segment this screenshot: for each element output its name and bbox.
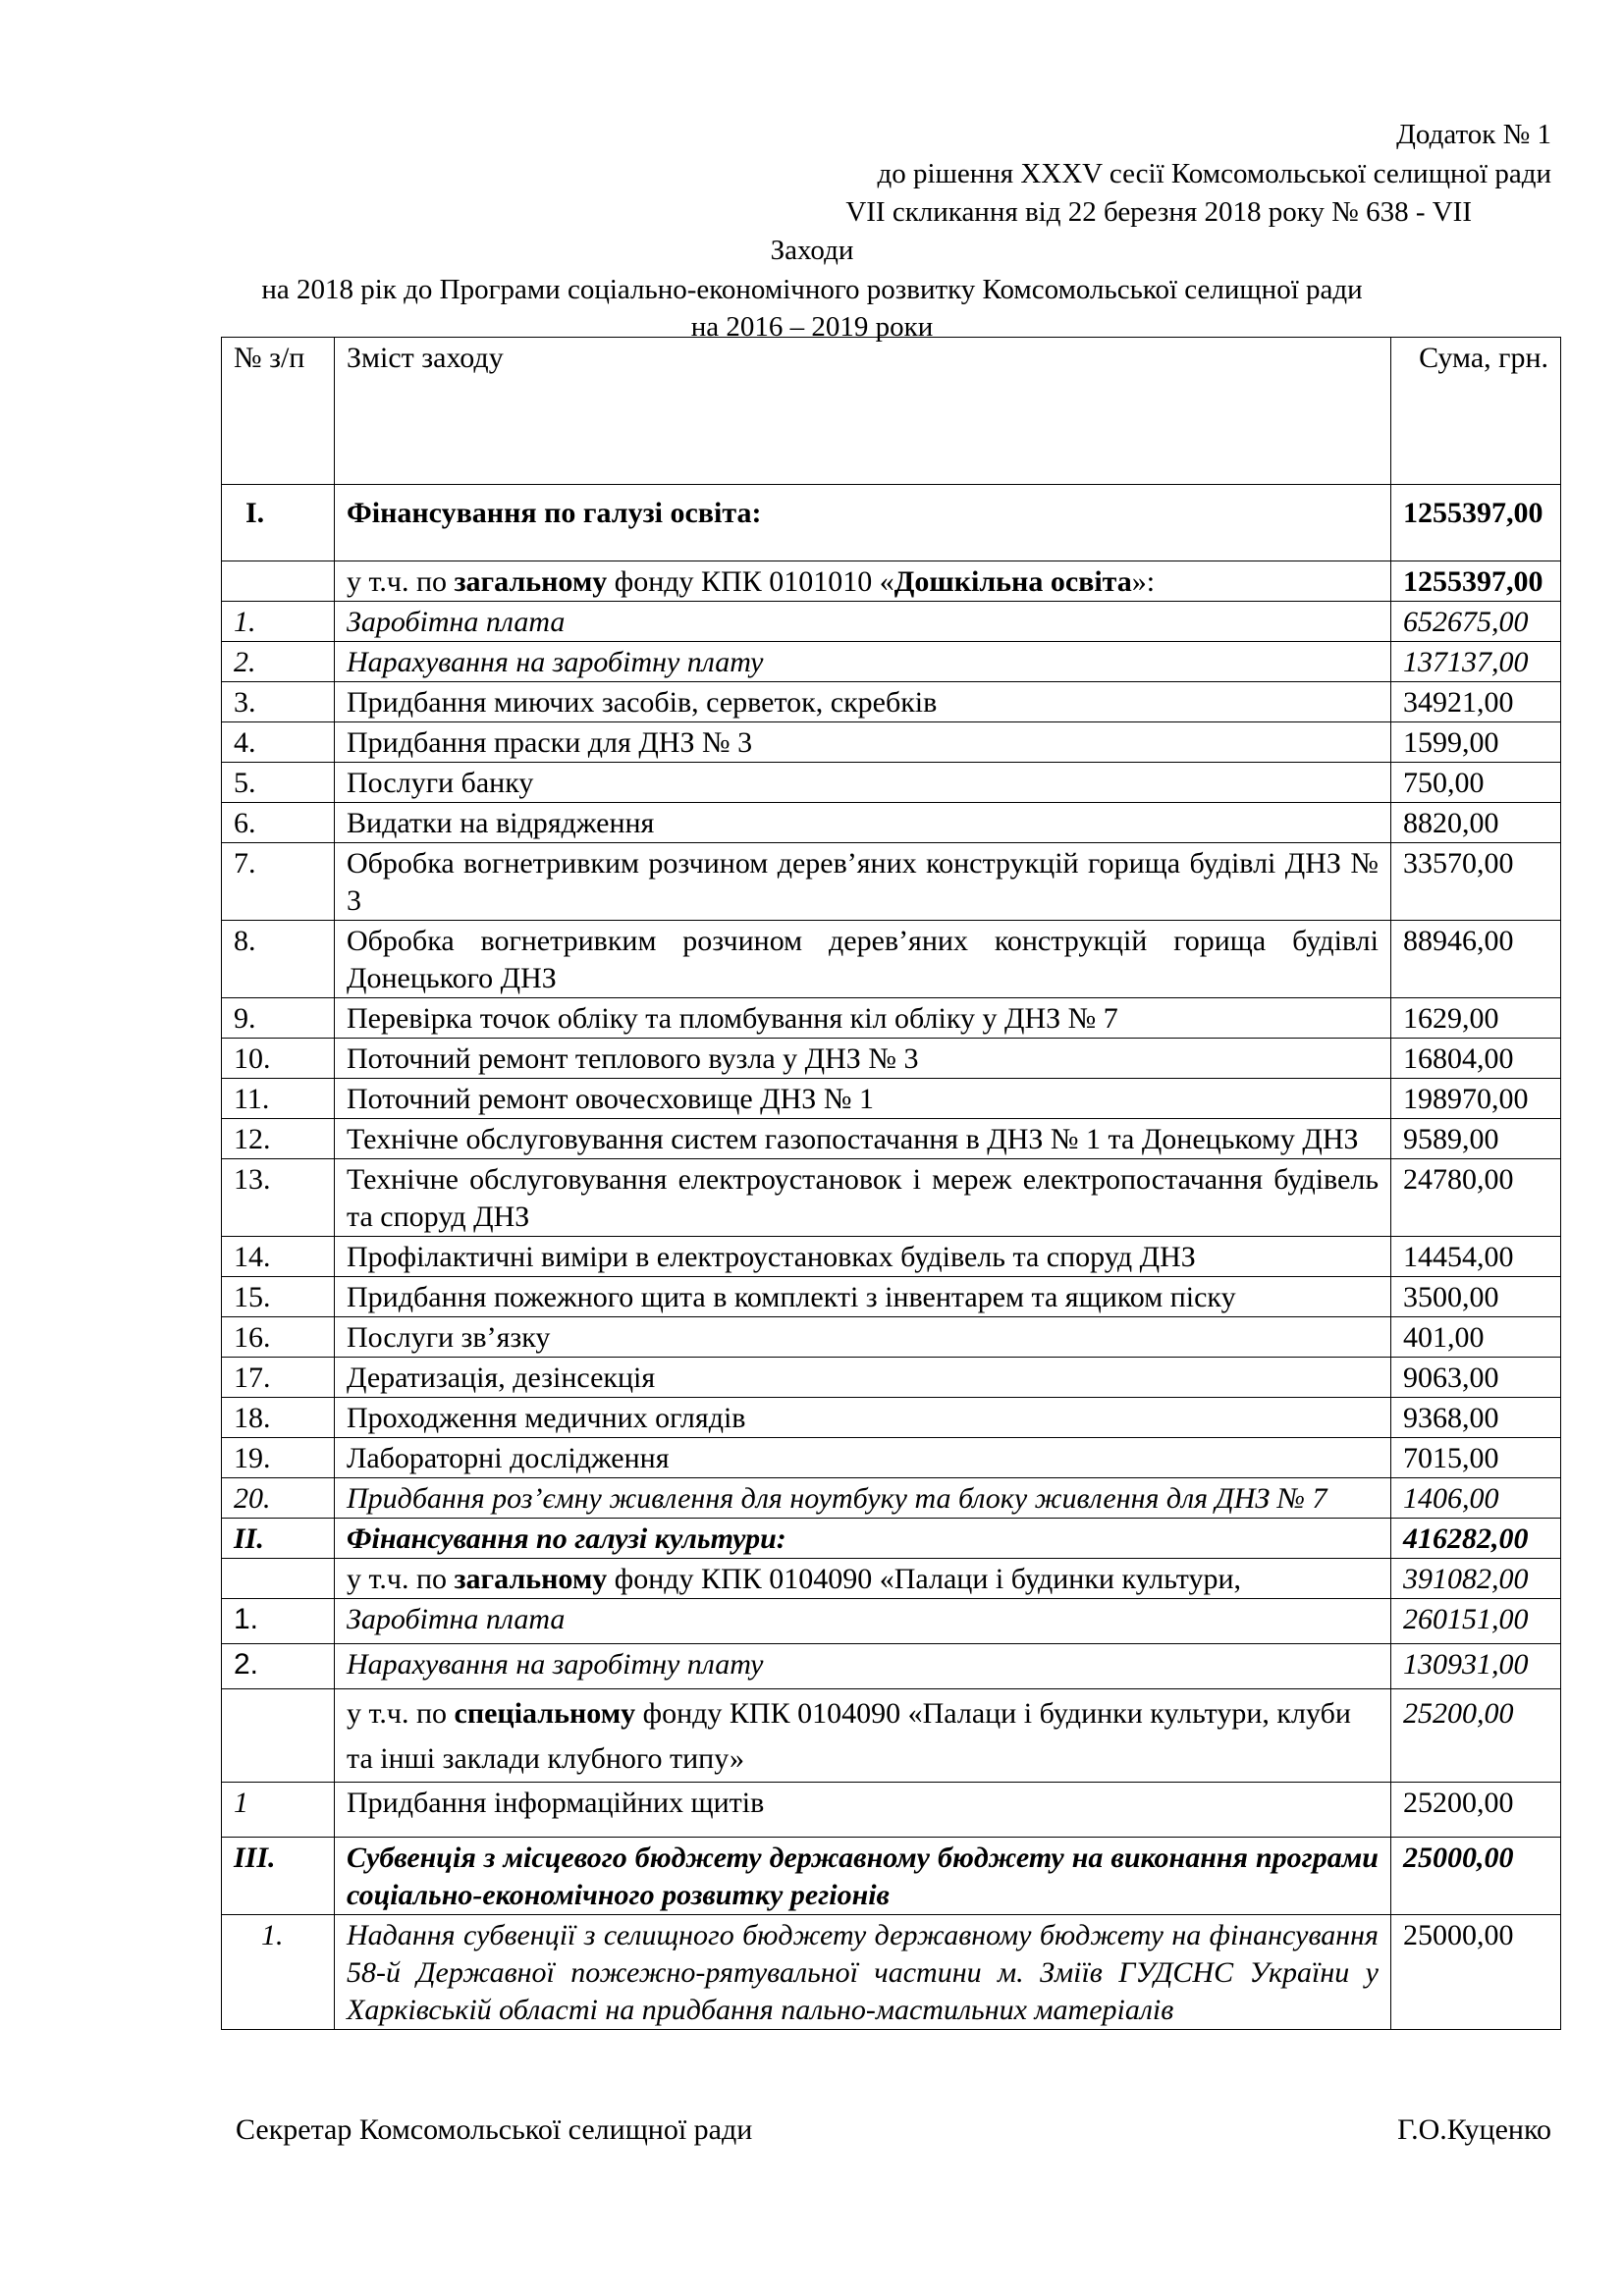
section-num: III. xyxy=(222,1838,335,1915)
section-num: I. xyxy=(222,485,335,561)
fund-description: у т.ч. по загальному фонду КПК 0101010 «Дошкільна освіта»: xyxy=(335,561,1391,602)
section-title: Фінансування по галузі освіта: xyxy=(335,485,1391,561)
row-sum: 9063,00 xyxy=(1391,1358,1561,1398)
table-row xyxy=(222,642,1561,682)
row-sum: 401,00 xyxy=(1391,1317,1561,1358)
row-sum: 16804,00 xyxy=(1391,1039,1561,1079)
fund-row xyxy=(222,1689,1561,1783)
row-sum: 1406,00 xyxy=(1391,1478,1561,1519)
table-row xyxy=(222,1079,1561,1119)
row-content: Поточний ремонт теплового вузла у ДНЗ № 3 xyxy=(335,1039,1391,1079)
section-row xyxy=(222,485,1561,561)
signature-name: Г.О.Куценко xyxy=(1397,2113,1551,2146)
row-num: 17. xyxy=(222,1358,335,1398)
section-title: Фінансування по галузі культури: xyxy=(335,1519,1391,1559)
row-num: 3. xyxy=(222,682,335,722)
row-sum: 198970,00 xyxy=(1391,1079,1561,1119)
row-sum: 33570,00 xyxy=(1391,843,1561,921)
fund-row xyxy=(222,561,1561,602)
table-row xyxy=(222,1478,1561,1519)
section-row xyxy=(222,1838,1561,1915)
row-content: Обробка вогнетривким розчином дерев’яних конструкцій горища будівлі ДНЗ № 3 xyxy=(335,843,1391,921)
row-content: Технічне обслуговування систем газопостачання в ДНЗ № 1 та Донецькому ДНЗ xyxy=(335,1119,1391,1159)
table-row xyxy=(222,803,1561,843)
table-row xyxy=(222,1599,1561,1644)
fund-description: у т.ч. по спеціальному фонду КПК 0104090 «Палаци і будинки культури, клуби та інші заклади клубного типу» xyxy=(335,1689,1391,1783)
header-num: № з/п xyxy=(222,338,335,485)
table-row xyxy=(222,602,1561,642)
row-num: 8. xyxy=(222,921,335,998)
section-sum: 1255397,00 xyxy=(1391,485,1561,561)
row-num: 13. xyxy=(222,1159,335,1237)
row-sum: 88946,00 xyxy=(1391,921,1561,998)
table-row xyxy=(222,921,1561,998)
row-num: 10. xyxy=(222,1039,335,1079)
row-num: 18. xyxy=(222,1398,335,1438)
row-num: 1 xyxy=(222,1783,335,1838)
row-num: 15. xyxy=(222,1277,335,1317)
header-content: Зміст заходу xyxy=(335,338,1391,485)
row-num: 12. xyxy=(222,1119,335,1159)
row-sum: 34921,00 xyxy=(1391,682,1561,722)
fund-sum: 391082,00 xyxy=(1391,1559,1561,1599)
row-num: 4. xyxy=(222,722,335,763)
row-sum: 9589,00 xyxy=(1391,1119,1561,1159)
row-num: 16. xyxy=(222,1317,335,1358)
document-title: Заходи xyxy=(770,235,854,266)
row-sum: 7015,00 xyxy=(1391,1438,1561,1478)
row-content: Дератизація, дезінсекція xyxy=(335,1358,1391,1398)
table-row xyxy=(222,1039,1561,1079)
row-content: Заробітна плата xyxy=(335,1599,1391,1644)
section-title: Субвенція з місцевого бюджету державному бюджету на виконання програми соціально-економічного розвитку регіонів xyxy=(335,1838,1391,1915)
header-sum: Сума, грн. xyxy=(1391,338,1561,485)
table-row xyxy=(222,682,1561,722)
row-content: Нарахування на заробітну плату xyxy=(335,642,1391,682)
row-sum: 130931,00 xyxy=(1391,1644,1561,1689)
row-content: Поточний ремонт овочесховище ДНЗ № 1 xyxy=(335,1079,1391,1119)
row-content: Послуги зв’язку xyxy=(335,1317,1391,1358)
signature-position: Секретар Комсомольської селищної ради xyxy=(236,2113,753,2146)
row-content: Перевірка точок обліку та пломбування кіл обліку у ДНЗ № 7 xyxy=(335,998,1391,1039)
table-row xyxy=(222,1237,1561,1277)
fund-description: у т.ч. по загальному фонду КПК 0104090 «Палаци і будинки культури, xyxy=(335,1559,1391,1599)
row-sum: 652675,00 xyxy=(1391,602,1561,642)
row-content: Надання субвенції з селищного бюджету державному бюджету на фінансування 58-й Державної пожежно-рятувальної частини м. Зміїв ГУДСНС України у Харківській області на придбання пально-мастильних матеріалів xyxy=(335,1915,1391,2030)
row-sum: 1629,00 xyxy=(1391,998,1561,1039)
row-num: 1. xyxy=(222,1915,335,2030)
row-content: Профілактичні виміри в електроустановках будівель та споруд ДНЗ xyxy=(335,1237,1391,1277)
fund-num xyxy=(222,1559,335,1599)
table-row xyxy=(222,763,1561,803)
row-num: 1. xyxy=(222,1599,335,1644)
fund-row xyxy=(222,1559,1561,1599)
section-sum: 25000,00 xyxy=(1391,1838,1561,1915)
table-row xyxy=(222,998,1561,1039)
row-num: 5. xyxy=(222,763,335,803)
row-content: Лабораторні дослідження xyxy=(335,1438,1391,1478)
row-content: Придбання праски для ДНЗ № 3 xyxy=(335,722,1391,763)
table-row xyxy=(222,1783,1561,1838)
row-sum: 14454,00 xyxy=(1391,1237,1561,1277)
row-sum: 8820,00 xyxy=(1391,803,1561,843)
row-num: 14. xyxy=(222,1237,335,1277)
convocation-reference: VII скликання від 22 березня 2018 року № 638 - VII xyxy=(845,196,1472,228)
table-row xyxy=(222,1915,1561,2030)
document-subtitle: на 2018 рік до Програми соціально-економічного розвитку Комсомольської селищної ради xyxy=(261,274,1363,305)
row-num: 2. xyxy=(222,642,335,682)
section-row xyxy=(222,1519,1561,1559)
row-content: Заробітна плата xyxy=(335,602,1391,642)
fund-num xyxy=(222,1689,335,1783)
row-content: Послуги банку xyxy=(335,763,1391,803)
row-num: 7. xyxy=(222,843,335,921)
row-sum: 9368,00 xyxy=(1391,1398,1561,1438)
row-content: Придбання інформаційних щитів xyxy=(335,1783,1391,1838)
row-num: 11. xyxy=(222,1079,335,1119)
section-sum: 416282,00 xyxy=(1391,1519,1561,1559)
row-num: 2. xyxy=(222,1644,335,1689)
row-sum: 25000,00 xyxy=(1391,1915,1561,2030)
row-num: 19. xyxy=(222,1438,335,1478)
fund-num xyxy=(222,561,335,602)
row-sum: 25200,00 xyxy=(1391,1783,1561,1838)
table-row xyxy=(222,843,1561,921)
fund-sum: 25200,00 xyxy=(1391,1689,1561,1783)
appendix-label: Додаток № 1 xyxy=(1396,119,1551,150)
row-content: Технічне обслуговування електроустановок і мереж електропостачання будівель та споруд ДНЗ xyxy=(335,1159,1391,1237)
row-sum: 3500,00 xyxy=(1391,1277,1561,1317)
row-content: Видатки на відрядження xyxy=(335,803,1391,843)
row-sum: 1599,00 xyxy=(1391,722,1561,763)
row-sum: 24780,00 xyxy=(1391,1159,1561,1237)
section-num: II. xyxy=(222,1519,335,1559)
table-row xyxy=(222,1398,1561,1438)
table-row xyxy=(222,1119,1561,1159)
measures-table xyxy=(221,337,1561,2030)
row-content: Нарахування на заробітну плату xyxy=(335,1644,1391,1689)
table-row xyxy=(222,1317,1561,1358)
table-row xyxy=(222,1644,1561,1689)
document-period: на 2016 – 2019 роки xyxy=(690,311,934,343)
table-row xyxy=(222,1159,1561,1237)
row-num: 6. xyxy=(222,803,335,843)
fund-sum: 1255397,00 xyxy=(1391,561,1561,602)
table-row xyxy=(222,1358,1561,1398)
table-row xyxy=(222,1438,1561,1478)
row-content: Обробка вогнетривким розчином дерев’яних конструкцій горища будівлі Донецького ДНЗ xyxy=(335,921,1391,998)
row-sum: 750,00 xyxy=(1391,763,1561,803)
table-header-row xyxy=(222,338,1561,485)
row-sum: 137137,00 xyxy=(1391,642,1561,682)
decision-reference: до рішення XXXV сесії Комсомольської селищної ради xyxy=(877,158,1551,189)
row-sum: 260151,00 xyxy=(1391,1599,1561,1644)
row-num: 1. xyxy=(222,602,335,642)
row-content: Придбання роз’ємну живлення для ноутбуку та блоку живлення для ДНЗ № 7 xyxy=(335,1478,1391,1519)
table-row xyxy=(222,722,1561,763)
row-num: 20. xyxy=(222,1478,335,1519)
row-content: Придбання пожежного щита в комплекті з інвентарем та ящиком піску xyxy=(335,1277,1391,1317)
row-num: 9. xyxy=(222,998,335,1039)
row-content: Проходження медичних оглядів xyxy=(335,1398,1391,1438)
table-row xyxy=(222,1277,1561,1317)
row-content: Придбання миючих засобів, серветок, скребків xyxy=(335,682,1391,722)
